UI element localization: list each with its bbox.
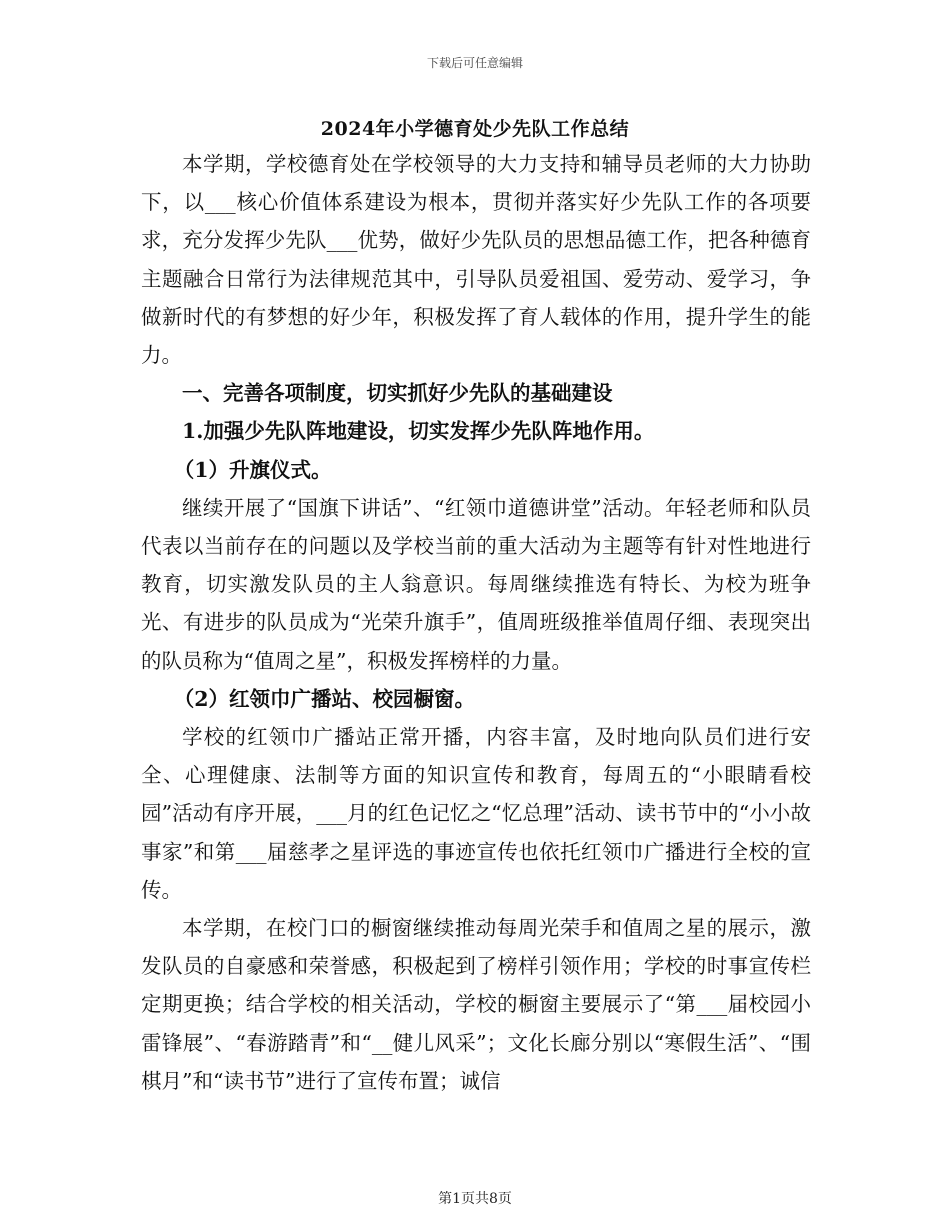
subheading-broadcast-station: （2）红领巾广播站、校园橱窗。 [173,686,476,711]
document-body [141,145,811,1100]
showcase-paragraph: 本学期，在校门口的橱窗继续推动每周光荣手和值周之星的展示，激发队员的自豪感和荣誉感，积极起到了榜样引领作用；学校的时事宣传栏定期更换；结合学校的相关活动，学校的橱窗主要展示了“第___届校园小雷锋展”、“春游踏青”和“__健儿风采”；文化长廊分别以“寒假生活”、“围棋月”和“读书节”进行了宣传布置；诚信 [141,916,811,1093]
section-heading-1: 一、完善各项制度，切实抓好少先队的基础建设 [182,381,613,406]
item-heading-1: 1.加强少先队阵地建设，切实发挥少先队阵地作用。 [182,419,655,444]
subheading-flag-ceremony: （1）升旗仪式。 [173,457,332,482]
broadcast-paragraph: 学校的红领巾广播站正常开播，内容丰富，及时地向队员们进行安全、心理健康、法制等方面的知识宣传和教育，每周五的“小眼睛看校园”活动有序开展，___月的红色记忆之“忆总理”活动、读书节中的“小小故事家”和第___届慈孝之星评选的事迹宣传也依托红领巾广播进行全校的宣传。 [141,725,811,902]
intro-paragraph: 本学期，学校德育处在学校领导的大力支持和辅导员老师的大力协助下，以___核心价值体系建设为根本，贯彻并落实好少先队工作的各项要求，充分发挥少先队___优势，做好少先队员的思想品德工作，把各种德育主题融合日常行为法律规范其中，引导队员爱祖国、爱劳动、爱学习，争做新时代的有梦想的好少年，积极发挥了育人载体的作用，提升学生的能力。 [141,152,811,368]
flag-ceremony-paragraph: 继续开展了“国旗下讲话”、“红领巾道德讲堂”活动。年轻老师和队员代表以当前存在的问题以及学校当前的重大活动为主题等有针对性地进行教育，切实激发队员的主人翁意识。每周继续推选有特长、为校为班争光、有进步的队员成为“光荣升旗手”，值周班级推举值周仔细、表现突出的队员称为“值周之星”，积极发挥榜样的力量。 [141,495,811,673]
header-note: 下载后可任意编辑 [426,56,523,70]
page-number: 第1页共8页 [438,1191,512,1207]
document-title: 2024年小学德育处少先队工作总结 [320,118,630,140]
